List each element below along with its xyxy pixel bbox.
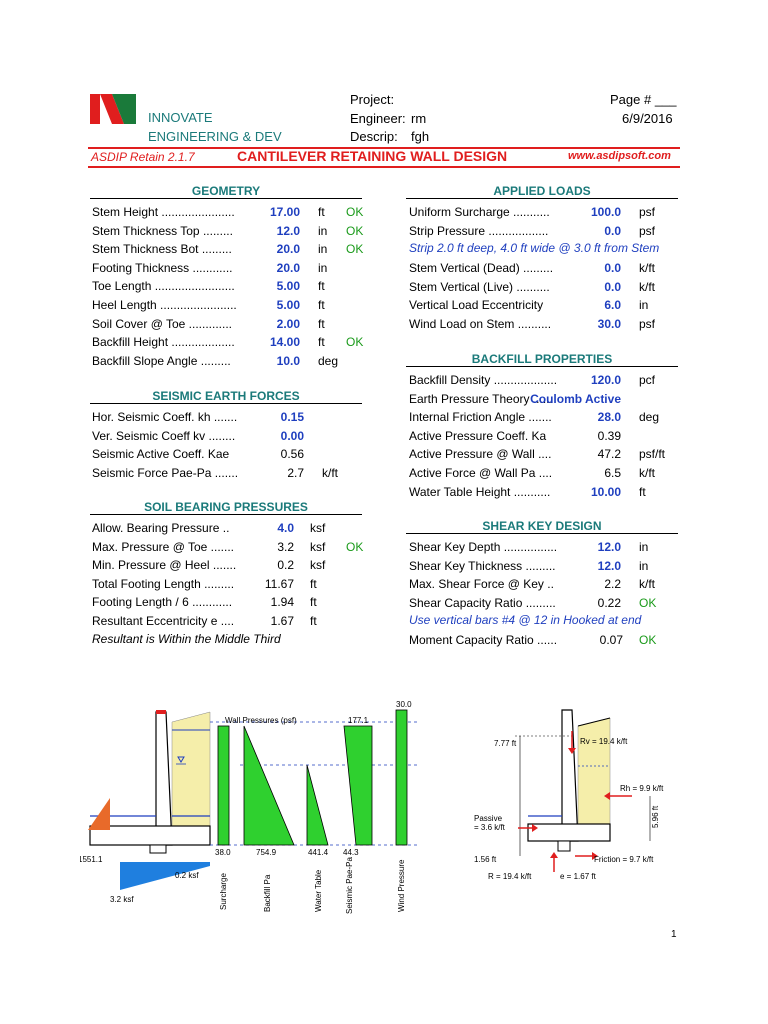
row-unit: in xyxy=(318,223,328,238)
table-row xyxy=(409,259,681,277)
table-row xyxy=(92,556,364,574)
table-row xyxy=(92,593,364,611)
table-row xyxy=(409,296,681,314)
row-value: 11.67 xyxy=(264,576,294,591)
row-status: OK xyxy=(346,539,364,554)
table-row xyxy=(92,240,364,258)
row-unit: in xyxy=(639,540,649,554)
row-label: Resultant Eccentricity e .... xyxy=(92,614,235,628)
row-label: Stem Vertical (Live) .......... xyxy=(409,279,550,294)
page-label: Page # ___ xyxy=(610,92,677,107)
row-label: Seismic Active Coeff. Kae xyxy=(92,447,230,462)
row-unit: ft xyxy=(310,614,317,628)
engineer-label: Engineer: xyxy=(350,111,406,126)
row-label: Footing Thickness ............ xyxy=(92,260,233,275)
table-row xyxy=(92,277,364,295)
row-value: 12.0 xyxy=(597,540,621,554)
row-value: 2.2 xyxy=(604,577,621,592)
row-value: 20.0 xyxy=(276,242,300,257)
row-value: 0.00 xyxy=(280,428,304,443)
row-unit: ft xyxy=(318,335,325,350)
table-row xyxy=(409,557,681,575)
row-value: 0.15 xyxy=(280,410,304,424)
row-value: 10.0 xyxy=(276,353,300,368)
row-unit: ft xyxy=(318,205,325,219)
table-row xyxy=(92,612,364,630)
row-status: OK xyxy=(346,335,364,350)
table-row xyxy=(92,315,364,333)
table-row xyxy=(409,278,681,296)
seismic-title: SEISMIC EARTH FORCES xyxy=(90,389,362,404)
table-row xyxy=(409,483,681,501)
row-value: Coulomb Active xyxy=(530,391,621,406)
table-row xyxy=(409,445,681,463)
pressure-title: Wall Pressures (psf) xyxy=(225,716,297,725)
row-unit: k/ft xyxy=(639,577,656,592)
row-label: Soil Cover @ Toe ............. xyxy=(92,316,233,331)
row-value: 20.0 xyxy=(276,260,300,275)
label-02ksf: 0.2 ksf xyxy=(175,871,199,880)
row-label: Allow. Bearing Pressure .. xyxy=(92,521,230,535)
row-value: 12.0 xyxy=(276,223,300,238)
row-label: Shear Capacity Ratio ......... xyxy=(409,595,556,610)
row-label: Total Footing Length ......... xyxy=(92,576,235,591)
dim-596: 5.96 ft xyxy=(651,805,660,828)
row-unit: ft xyxy=(318,279,325,294)
row-unit: in xyxy=(639,558,649,573)
row-label: Active Pressure @ Wall .... xyxy=(409,447,552,462)
row-value: 0.39 xyxy=(597,428,621,443)
row-label: Toe Length ........................ xyxy=(92,279,235,294)
project-label: Project: xyxy=(350,92,395,107)
moment-capacity-status: OK xyxy=(639,633,657,647)
row-value: 5.00 xyxy=(276,279,300,294)
row-unit: ksf xyxy=(310,558,326,573)
label-30: 30.0 xyxy=(396,700,412,709)
row-unit: pcf xyxy=(639,373,656,387)
row-unit: ft xyxy=(318,298,325,312)
row-value: 0.56 xyxy=(280,447,304,462)
row-unit: ft xyxy=(310,576,317,591)
table-row xyxy=(409,594,681,612)
row-value: 6.0 xyxy=(604,298,621,313)
table-row xyxy=(92,333,364,351)
passive-line1: Passive xyxy=(474,814,503,823)
row-unit: in xyxy=(318,260,328,275)
row-unit: ksf xyxy=(310,539,326,554)
table-row xyxy=(409,390,681,408)
row-unit: deg xyxy=(318,353,339,368)
moment-capacity-value: 0.07 xyxy=(599,633,623,647)
force-diagram xyxy=(460,696,690,891)
row-label: Max. Pressure @ Toe ....... xyxy=(92,539,235,554)
row-status: OK xyxy=(346,223,364,238)
row-status: OK xyxy=(346,205,364,219)
row-label: Wind Load on Stem .......... xyxy=(409,316,552,331)
label-380: 38.0 xyxy=(215,848,231,857)
company-logo xyxy=(90,92,136,126)
row-value: 2.7 xyxy=(287,465,304,480)
row-label: Uniform Surcharge ........... xyxy=(409,205,550,219)
table-row xyxy=(92,464,364,482)
row-value: 0.22 xyxy=(597,595,621,610)
shearkey-note: Use vertical bars #4 @ 12 in Hooked at end xyxy=(409,613,642,627)
row-label: Stem Thickness Bot ......... xyxy=(92,242,232,257)
moment-capacity-row xyxy=(409,631,679,649)
row-status: OK xyxy=(639,595,657,610)
row-unit: k/ft xyxy=(322,465,339,480)
row-value: 5.00 xyxy=(276,298,300,312)
row-label: Footing Length / 6 ............ xyxy=(92,595,233,610)
table-row xyxy=(92,445,364,463)
table-row xyxy=(409,408,681,426)
label-4414: 441.4 xyxy=(308,848,329,857)
row-unit: ft xyxy=(639,484,646,499)
table-row xyxy=(92,203,364,221)
row-label: Seismic Force Pae-Pa ....... xyxy=(92,465,239,480)
col-wind: Wind Pressure xyxy=(397,859,406,912)
banner-bottom-line xyxy=(88,166,680,168)
moment-capacity-label: Moment Capacity Ratio ...... xyxy=(409,633,558,647)
row-unit: psf xyxy=(639,316,656,331)
row-unit: ft xyxy=(310,595,317,610)
col-surcharge: Surcharge xyxy=(219,873,228,910)
table-row xyxy=(409,222,681,240)
row-value: 2.00 xyxy=(276,316,300,331)
table-row xyxy=(409,371,681,389)
table-row xyxy=(92,519,364,537)
label-177: 177.1 xyxy=(348,716,369,725)
row-unit: k/ft xyxy=(639,466,656,480)
col-seismic-text: Seismic Pae-Pa xyxy=(345,857,354,914)
table-row xyxy=(92,259,364,277)
row-label: Ver. Seismic Coeff kv ........ xyxy=(92,428,236,443)
descrip-label: Descrip: xyxy=(350,129,398,144)
col-seismic xyxy=(345,857,354,914)
passive-line2: = 3.6 k/ft xyxy=(474,823,505,832)
row-label: Earth Pressure Theory ...... xyxy=(409,391,553,406)
row-unit: k/ft xyxy=(639,279,656,294)
row-label: Vertical Load Eccentricity xyxy=(409,298,544,313)
label-1551: 1551.1 xyxy=(80,855,103,864)
row-value: 10.00 xyxy=(590,484,621,499)
row-label: Min. Pressure @ Heel ....... xyxy=(92,558,237,573)
row-status: OK xyxy=(346,242,364,257)
shearkey-title: SHEAR KEY DESIGN xyxy=(406,519,678,534)
dim-156: 1.56 ft xyxy=(474,855,497,864)
row-unit: psf xyxy=(639,223,656,238)
row-value: 0.0 xyxy=(604,279,621,294)
row-label: Strip Pressure .................. xyxy=(409,223,549,238)
row-unit: in xyxy=(639,298,649,313)
table-row xyxy=(92,575,364,593)
table-row xyxy=(409,203,681,221)
row-value: 6.5 xyxy=(604,466,621,480)
geometry-title: GEOMETRY xyxy=(90,184,362,199)
table-row xyxy=(92,296,364,314)
date: 6/9/2016 xyxy=(622,111,673,126)
table-row xyxy=(92,352,364,370)
row-label: Max. Shear Force @ Key .. xyxy=(409,577,554,592)
row-value: 28.0 xyxy=(597,410,621,425)
row-value: 1.94 xyxy=(270,595,294,610)
table-row xyxy=(92,408,364,426)
software-version: ASDIP Retain 2.1.7 xyxy=(91,150,195,164)
r-label: R = 19.4 k/ft xyxy=(488,872,532,881)
page-number: 1 xyxy=(671,929,677,940)
row-value: 1.67 xyxy=(270,614,294,628)
rv-label: Rv = 19.4 k/ft xyxy=(580,737,628,746)
row-value: 47.2 xyxy=(597,447,621,462)
row-value: 30.0 xyxy=(597,316,621,331)
row-unit: psf xyxy=(639,205,656,219)
row-label: Shear Key Depth ................ xyxy=(409,540,558,554)
table-row xyxy=(409,427,681,445)
row-label: Hor. Seismic Coeff. kh ....... xyxy=(92,410,238,424)
row-value: 0.0 xyxy=(604,261,621,275)
row-label: Backfill Slope Angle ......... xyxy=(92,353,231,368)
col-water: Water Table xyxy=(314,869,323,912)
row-label: Stem Vertical (Dead) ......... xyxy=(409,261,554,275)
table-row xyxy=(92,427,364,445)
row-label: Stem Thickness Top ......... xyxy=(92,223,233,238)
row-value: 4.0 xyxy=(277,521,294,535)
row-unit: in xyxy=(318,242,328,257)
row-label: Active Pressure Coeff. Ka xyxy=(409,428,547,443)
row-label: Heel Length ....................... xyxy=(92,298,237,312)
label-7549: 754.9 xyxy=(256,848,277,857)
backfill-title: BACKFILL PROPERTIES xyxy=(406,352,678,367)
row-label: Backfill Density ................... xyxy=(409,373,558,387)
row-value: 12.0 xyxy=(597,558,621,573)
table-row xyxy=(92,222,364,240)
engineer-value: rm xyxy=(411,111,427,126)
pressure-diagram xyxy=(80,690,430,920)
row-unit: ksf xyxy=(310,521,326,535)
bearing-note: Resultant is Within the Middle Third xyxy=(92,632,281,646)
document-title: CANTILEVER RETAINING WALL DESIGN xyxy=(237,148,508,164)
row-value: 14.00 xyxy=(269,335,300,350)
table-row xyxy=(409,538,681,556)
row-label: Backfill Height ................... xyxy=(92,335,235,350)
website: www.asdipsoft.com xyxy=(568,150,671,162)
label-443: 44.3 xyxy=(343,848,359,857)
row-unit: ft xyxy=(318,316,325,331)
row-label: Water Table Height ........... xyxy=(409,484,551,499)
row-label: Shear Key Thickness ......... xyxy=(409,558,556,573)
row-unit: deg xyxy=(639,410,660,425)
label-32ksf: 3.2 ksf xyxy=(110,895,134,904)
e-label: e = 1.67 ft xyxy=(560,872,596,881)
row-unit: psf/ft xyxy=(639,447,666,462)
row-value: 100.0 xyxy=(590,205,621,219)
dim-777: 7.77 ft xyxy=(494,739,517,748)
descrip-value: fgh xyxy=(411,129,430,144)
row-value: 120.0 xyxy=(590,373,621,387)
row-label: Stem Height ...................... xyxy=(92,205,235,219)
row-unit: k/ft xyxy=(639,261,656,275)
bearing-title: SOIL BEARING PRESSURES xyxy=(90,500,362,515)
loads-title: APPLIED LOADS xyxy=(406,184,678,199)
table-row xyxy=(409,464,681,482)
row-value: 0.2 xyxy=(277,558,294,573)
rh-label: Rh = 9.9 k/ft xyxy=(620,784,664,793)
col-backfill: Backfill Pa xyxy=(263,874,272,912)
table-row xyxy=(92,538,364,556)
row-value: 0.0 xyxy=(604,223,621,238)
company-name-line2: ENGINEERING & DEV xyxy=(148,129,282,144)
friction-label: Friction = 9.7 k/ft xyxy=(594,855,654,864)
strip-note: Strip 2.0 ft deep, 4.0 ft wide @ 3.0 ft from Stem xyxy=(409,241,660,255)
row-label: Internal Friction Angle ....... xyxy=(409,410,552,425)
company-name-line1: INNOVATE xyxy=(148,110,213,125)
row-value: 17.00 xyxy=(269,205,300,219)
row-value: 3.2 xyxy=(277,539,294,554)
table-row xyxy=(409,575,681,593)
row-label: Active Force @ Wall Pa .... xyxy=(409,466,553,480)
table-row xyxy=(409,315,681,333)
